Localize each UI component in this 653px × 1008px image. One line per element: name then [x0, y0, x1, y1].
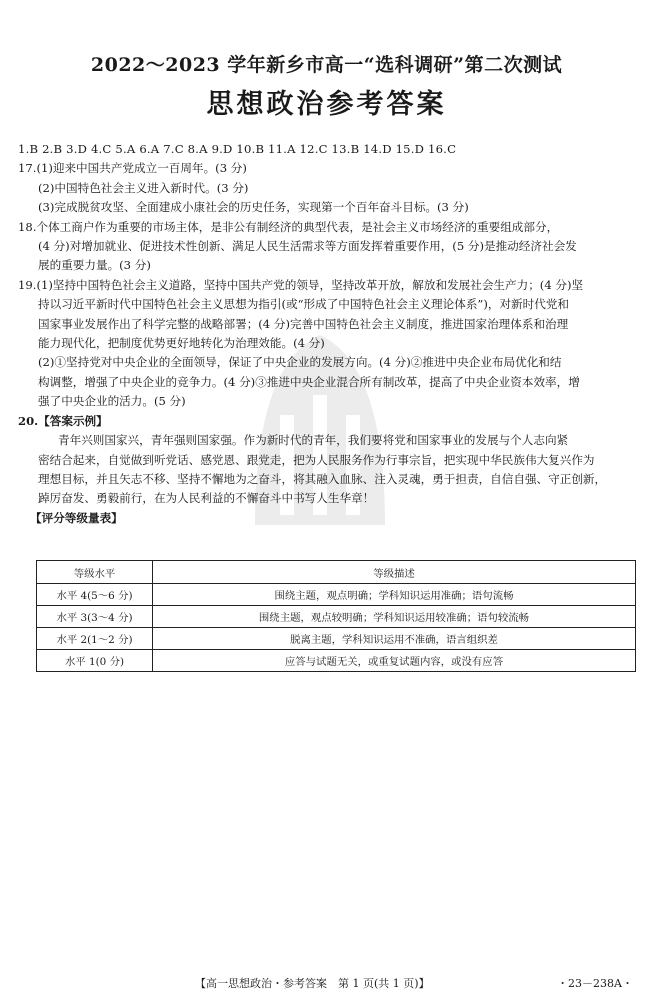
- q17-line: (2)中国特色社会主义进入新时代。(3 分): [38, 180, 249, 195]
- table-row: [37, 628, 636, 650]
- table-row: [37, 650, 636, 672]
- table-row: [37, 584, 636, 606]
- q19-line: 构调整，增强了中央企业的竞争力。(4 分)③推进中央企业混合所有制改革，提高了中央企业资本效率，增: [38, 374, 580, 389]
- choice-answers: 1.B 2.B 3.D 4.C 5.A 6.A 7.C 8.A 9.D 10.B 11.A 12.C 13.B 14.D 15.D 16.C: [18, 142, 457, 156]
- q17-line: 17.(1)迎来中国共产党成立一百周年。(3 分): [18, 161, 247, 176]
- q19-line: 持以习近平新时代中国特色社会主义思想为指引(或“形成了中国特色社会主义理论体系”)，对新时代党和: [38, 297, 570, 312]
- q20-sample-line: 理想目标，并且矢志不移、坚持不懈地为之奋斗，将其融入血脉、注入灵魂，勇于担责，自信自强、守正创新，: [38, 471, 607, 486]
- answer-body: [18, 140, 640, 528]
- page-title-line1: 2022～2023 学年新乡市高一“选科调研”第二次测试: [90, 54, 563, 76]
- table-cell: 水平 2(1～2 分): [37, 628, 153, 650]
- page-title-line2: 思想政治参考答案: [206, 89, 447, 120]
- rubric-table: [36, 560, 636, 672]
- table-cell: 围绕主题，观点较明确；学科知识运用较准确；语句较流畅: [153, 606, 636, 628]
- q19-line: 强了中央企业的活力。(5 分): [38, 394, 186, 409]
- table-cell: 水平 1(0 分): [37, 650, 153, 672]
- q20-sample-line: 密结合起来，自觉做到听党话、感党恩、跟党走，把为人民服务作为行事宗旨，把实现中华民族伟大复兴作为: [38, 452, 595, 467]
- q18-line: 18.个体工商户作为重要的市场主体，是非公有制经济的典型代表，是社会主义市场经济的重要组成部分，: [18, 219, 559, 234]
- table-cell: 围绕主题，观点明确；学科知识运用准确；语句流畅: [153, 584, 636, 606]
- table-cell: 水平 3(3～4 分): [37, 606, 153, 628]
- table-cell: 应答与试题无关，或重复试题内容，或没有应答: [153, 650, 636, 672]
- q19-line: 能力现代化，把制度优势更好地转化为治理效能。(4 分): [38, 336, 325, 351]
- q19-line: 国家事业发展作出了科学完整的战略部署；(4 分)完善中国特色社会主义制度，推进国家治理体系和治理: [38, 316, 569, 331]
- q19-line: (2)①坚持党对中央企业的全面领导，保证了中央企业的发展方向。(4 分)②推进中央企业布局优化和结: [38, 355, 562, 370]
- q20-heading: 20.【答案示例】: [18, 413, 108, 428]
- q20-sample-line: 青年兴则国家兴，青年强则国家强。作为新时代的青年，我们要将党和国家事业的发展与个人志向紧: [58, 433, 569, 448]
- table-header-cell: 等级描述: [153, 561, 636, 584]
- q20-sample-line: 踔厉奋发、勇毅前行，在为人民利益的不懈奋斗中书写人生华章！: [38, 491, 375, 506]
- q19-line: 19.(1)坚持中国特色社会主义道路，坚持中国共产党的领导，坚持改革开放，解放和发展社会生产力；(4 分)坚: [18, 277, 584, 292]
- table-cell: 脱离主题，学科知识运用不准确，语言组织差: [153, 628, 636, 650]
- table-cell: 水平 4(5～6 分): [37, 584, 153, 606]
- table-header-row: [37, 561, 636, 584]
- q18-line: 展的重要力量。(3 分): [38, 258, 151, 273]
- q18-line: (4 分)对增加就业、促进技术性创新、满足人民生活需求等方面发挥着重要作用，(5 分)是推动经济社会发: [38, 239, 577, 254]
- table-header-cell: 等级水平: [37, 561, 153, 584]
- q17-line: (3)完成脱贫攻坚、全面建成小康社会的历史任务，实现第一个百年奋斗目标。(3 分): [38, 200, 469, 215]
- table-row: [37, 606, 636, 628]
- footer-page-info: 【高一思想政治・参考答案 第 1 页(共 1 页)】: [195, 977, 430, 990]
- rubric-title: 【评分等级量表】: [30, 510, 123, 525]
- footer-code: ・23－238A・: [557, 977, 633, 990]
